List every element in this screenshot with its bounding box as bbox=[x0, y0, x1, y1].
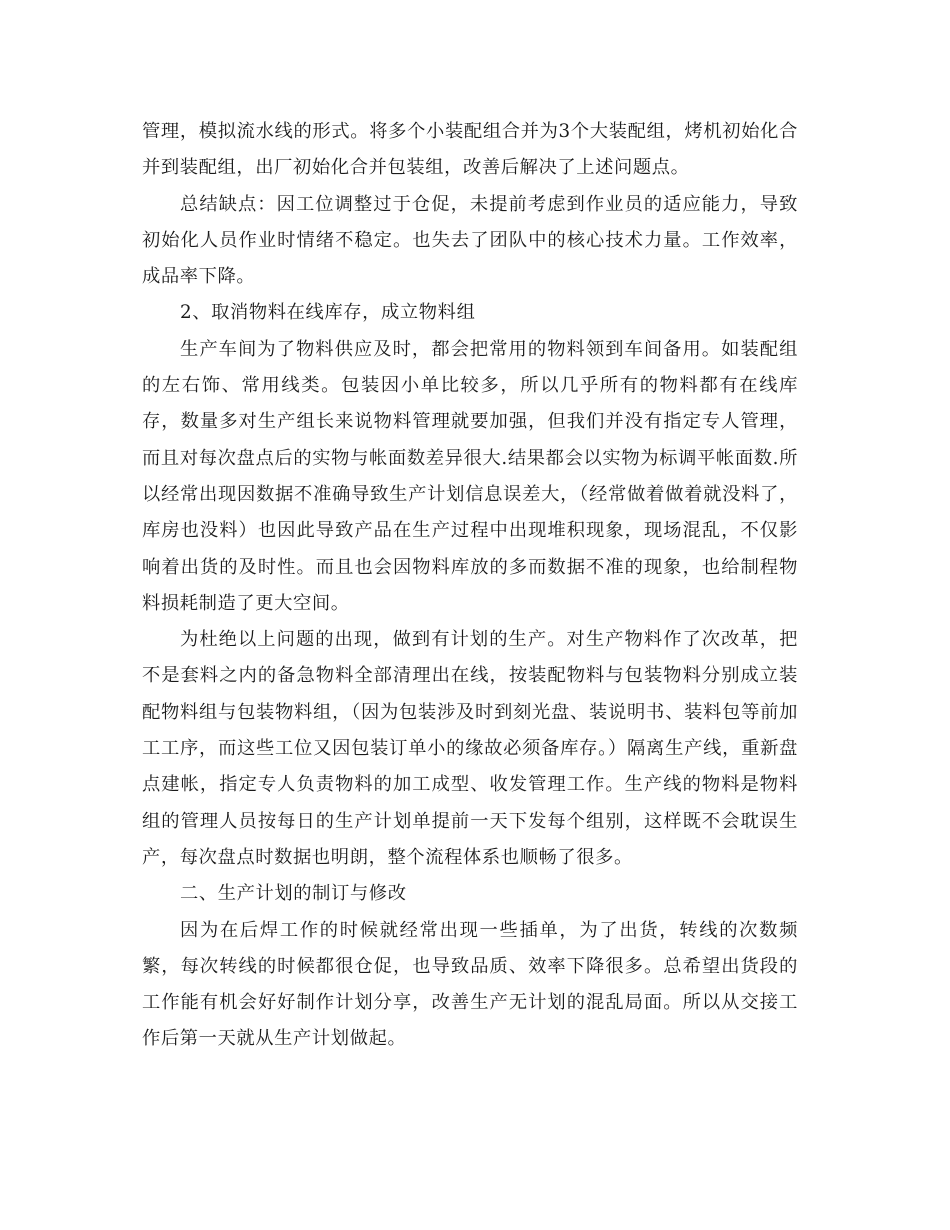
paragraph-workshop-materials: 生产车间为了物料供应及时，都会把常用的物料领到车间备用。如装配组的左右饰、常用线类。包装因小单比较多，所以几乎所有的物料都有在线库存，数量多对生产组长来说物料管理就要加强，但我们并没有指定专人管理，而且对每次盘点后的实物与帐面数差异很大.结果都会以实物为标调平帐面数.所以经常出现因数据不准确导致生产计划信息误差大，（经常做着做着就没料了，库房也没料）也因此导致产品在生产过程中出现堆积现象，现场混乱，不仅影响着出货的及时性。而且也会因物料库放的多而数据不准的现象，也给制程物料损耗制造了更大空间。 bbox=[142, 338, 798, 614]
section-heading-production-plan: 二、生产计划的制订与修改 bbox=[180, 883, 407, 905]
document-body bbox=[142, 114, 798, 1058]
paragraph-summary-drawbacks: 总结缺点：因工位调整过于仓促，未提前考虑到作业员的适应能力，导致初始化人员作业时情绪不稳定。也失去了团队中的核心技术力量。工作效率，成品率下降。 bbox=[142, 193, 798, 288]
paragraph-continuation: 管理，模拟流水线的形式。将多个小装配组合并为3个大装配组，烤机初始化合并到装配组，出厂初始化合并包装组，改善后解决了上述问题点。 bbox=[142, 121, 798, 179]
section-heading-material-group: 2、取消物料在线库存，成立物料组 bbox=[180, 302, 476, 324]
paragraph-production-plan: 因为在后焊工作的时候就经常出现一些插单，为了出货，转线的次数频繁，每次转线的时候都很仓促，也导致品质、效率下降很多。总希望出货段的工作能有机会好好制作计划分享，改善生产无计划的混乱局面。所以从交接工作后第一天就从生产计划做起。 bbox=[142, 919, 798, 1050]
paragraph-material-reform: 为杜绝以上问题的出现，做到有计划的生产。对生产物料作了次改革，把不是套料之内的备急物料全部清理出在线，按装配物料与包装物料分别成立装配物料组与包装物料组，（因为包装涉及时到刻光盘、装说明书、装料包等前加工工序，而这些工位又因包装订单小的缘故必须备库存。）隔离生产线，重新盘点建帐，指定专人负责物料的加工成型、收发管理工作。生产线的物料是物料组的管理人员按每日的生产计划单提前一天下发每个组别，这样既不会耽误生产，每次盘点时数据也明朗，整个流程体系也顺畅了很多。 bbox=[142, 629, 798, 868]
